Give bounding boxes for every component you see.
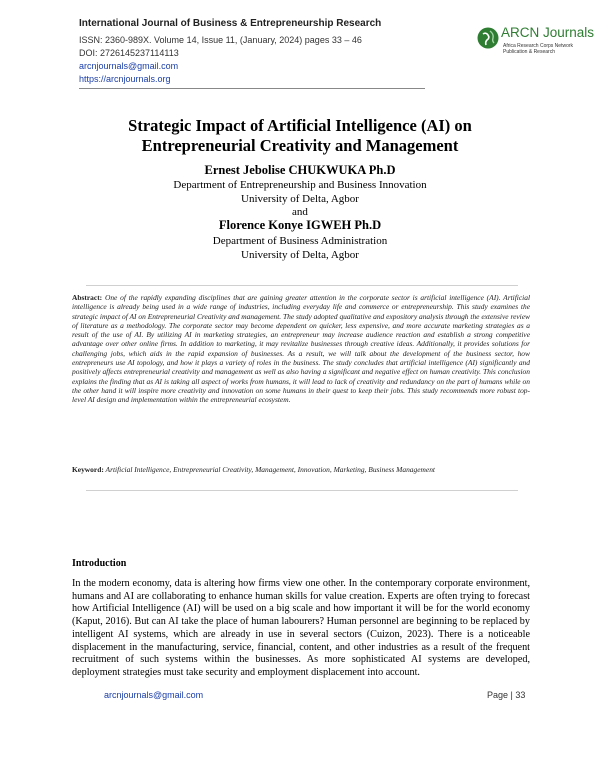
keywords-text: Artificial Intelligence, Entrepreneurial Creativity, Management, Innovation, Marketing, Business Management <box>105 465 435 474</box>
keywords <box>72 465 530 474</box>
abstract-bottom-rule <box>86 490 518 491</box>
keywords-label: Keyword: <box>72 465 104 474</box>
abstract-label: Abstract: <box>72 293 103 302</box>
article-title-line-2: Entrepreneurial Creativity and Management <box>141 136 459 155</box>
journal-title: International Journal of Business & Entrepreneurship Research <box>79 18 382 29</box>
doi-line: DOI: 2726145237114113 <box>79 48 179 58</box>
author-2-name: Florence Konye IGWEH Ph.D <box>218 218 382 232</box>
globe-icon <box>476 26 500 50</box>
arcn-logo <box>476 24 595 60</box>
abstract-text: One of the rapidly expanding disciplines that are gaining greater attention in the corporate sector is artificial intelligence (AI). Artificial intelligence is already being used in a wide range of industries, including everyday life and commerce or entrepreneurship. This study examines the strategic impact of AI on Entrepreneurial Creativity and management. The study adopted qualitative and expository analysis through the extensive review of literature as a methodology. The corporate sector may become dependent on quicker, less expensive, and more accurate marketing strategies as a result of the use of AI. By utilizing AI in marketing strategies, an entrepreneur may increase audience reaction and establish a strong competitive advantage over other online firms. In addition to marketing, it may revitalize businesses through creative ideas. Additionally, it provides solutions for challenging jobs, which aids in the rapid expansion of businesses. As a result, we will talk about the development of the business sector, how entrepreneurs use AI topology, and how it plays a variety of roles in the business. The study concludes that artificial intelligence (AI) significantly and positively affects entrepreneurial creativity and management as well as also having a significant and negative effect on human creativity. This conclusion explains the finding that as AI is taking all aspect of works from humans, it will lead to lack of creativity and redundancy on the part of humans while on the other hand it will inspire more creativity and innovation on some humans in their quest to keep their jobs. This study recommends more robust top-level AI design and implementation within the entrepreneurial ecosystem. <box>72 293 531 405</box>
introduction-heading: Introduction <box>72 558 127 569</box>
page-number: Page | 33 <box>487 690 526 700</box>
logo-subtitle-2: Publication & Research <box>503 49 555 55</box>
introduction-paragraph: In the modern economy, data is altering how firms view one other. In the contemporary corporate environment, humans and AI are collaborating to enhance human skills for value creation. Experts are often trying to forecast how Artificial Intelligence (AI) will be used on a big scale and how important it will be for the world economy (Kaput, 2016). But can AI take the place of human labourers? Human personnel are beginning to be replaced by intelligent AI systems, which are already in use in several sectors (Cuizon, 2023). There is a noticeable displacement in the manufacturing, service, financial, content, and other industries as a result of the frequent recruitment of such systems within the businesses. As more sophisticated AI systems are developed, deployment strategies must take security and employment displacement into account. <box>72 578 530 678</box>
issn-line: ISSN: 2360-989X. Volume 14, Issue 11, (January, 2024) pages 33 – 46 <box>79 35 362 45</box>
logo-subtitle: Africa Research Corps Network <box>503 43 574 49</box>
author-1-institution: University of Delta, Agbor <box>241 193 359 205</box>
author-2-department: Department of Business Administration <box>212 235 388 247</box>
abstract-top-rule <box>86 285 518 286</box>
article-title-line-1: Strategic Impact of Artificial Intelligence (AI) on <box>128 116 472 135</box>
author-1-department: Department of Entrepreneurship and Business Innovation <box>173 179 427 191</box>
article-title <box>60 116 540 156</box>
author-1-name: Ernest Jebolise CHUKWUKA Ph.D <box>204 163 396 177</box>
header-email-link[interactable]: arcnjournals@gmail.com <box>79 61 179 71</box>
footer-email-link[interactable]: arcnjournals@gmail.com <box>104 690 204 700</box>
abstract <box>72 293 530 405</box>
logo-title: ARCN Journals <box>501 25 595 40</box>
author-2-institution: University of Delta, Agbor <box>241 249 359 261</box>
header-divider <box>79 88 425 89</box>
header-website-link[interactable]: https://arcnjournals.org <box>79 74 171 84</box>
author-conjunction: and <box>292 206 308 218</box>
